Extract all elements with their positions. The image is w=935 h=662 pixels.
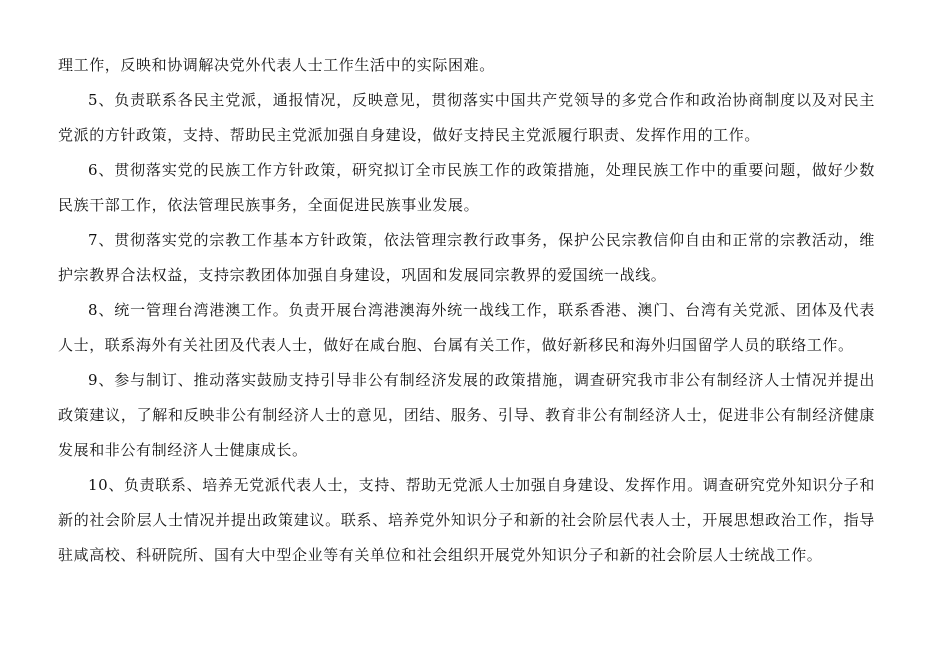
paragraph-item-6: 6、贯彻落实党的民族工作方针政策，研究拟订全市民族工作的政策措施，处理民族工作中的重要问题，做好少数民族干部工作，依法管理民族事务，全面促进民族事业发展。: [58, 161, 875, 214]
paragraph-continuation: 理工作，反映和协调解决党外代表人士工作生活中的实际困难。: [58, 56, 495, 74]
paragraph-item-5: 5、负责联系各民主党派，通报情况，反映意见，贯彻落实中国共产党领导的多党合作和政治协商制度以及对民主党派的方针政策，支持、帮助民主党派加强自身建设，做好支持民主党派履行职责、发挥作用的工作。: [58, 91, 875, 144]
paragraph-item-10: 10、负责联系、培养无党派代表人士，支持、帮助无党派人士加强自身建设、发挥作用。调查研究党外知识分子和新的社会阶层人士情况并提出政策建议。联系、培养党外知识分子和新的社会阶层代表人士，开展思想政治工作，指导驻咸高校、科研院所、国有大中型企业等有关单位和社会组织开展党外知识分子和新的社会阶层人士统战工作。: [58, 476, 875, 564]
paragraph-item-9: 9、参与制订、推动落实鼓励支持引导非公有制经济发展的政策措施，调查研究我市非公有制经济人士情况并提出政策建议，了解和反映非公有制经济人士的意见，团结、服务、引导、教育非公有制经济人士，促进非公有制经济健康发展和非公有制经济人士健康成长。: [58, 371, 875, 459]
paragraph-item-7: 7、贯彻落实党的宗教工作基本方针政策，依法管理宗教行政事务，保护公民宗教信仰自由和正常的宗教活动，维护宗教界合法权益，支持宗教团体加强自身建设，巩固和发展同宗教界的爱国统一战线。: [58, 231, 875, 284]
paragraph-item-8: 8、统一管理台湾港澳工作。负责开展台湾港澳海外统一战线工作，联系香港、澳门、台湾有关党派、团体及代表人士，联系海外有关社团及代表人士，做好在咸台胞、台属有关工作，做好新移民和海外归国留学人员的联络工作。: [58, 301, 875, 354]
